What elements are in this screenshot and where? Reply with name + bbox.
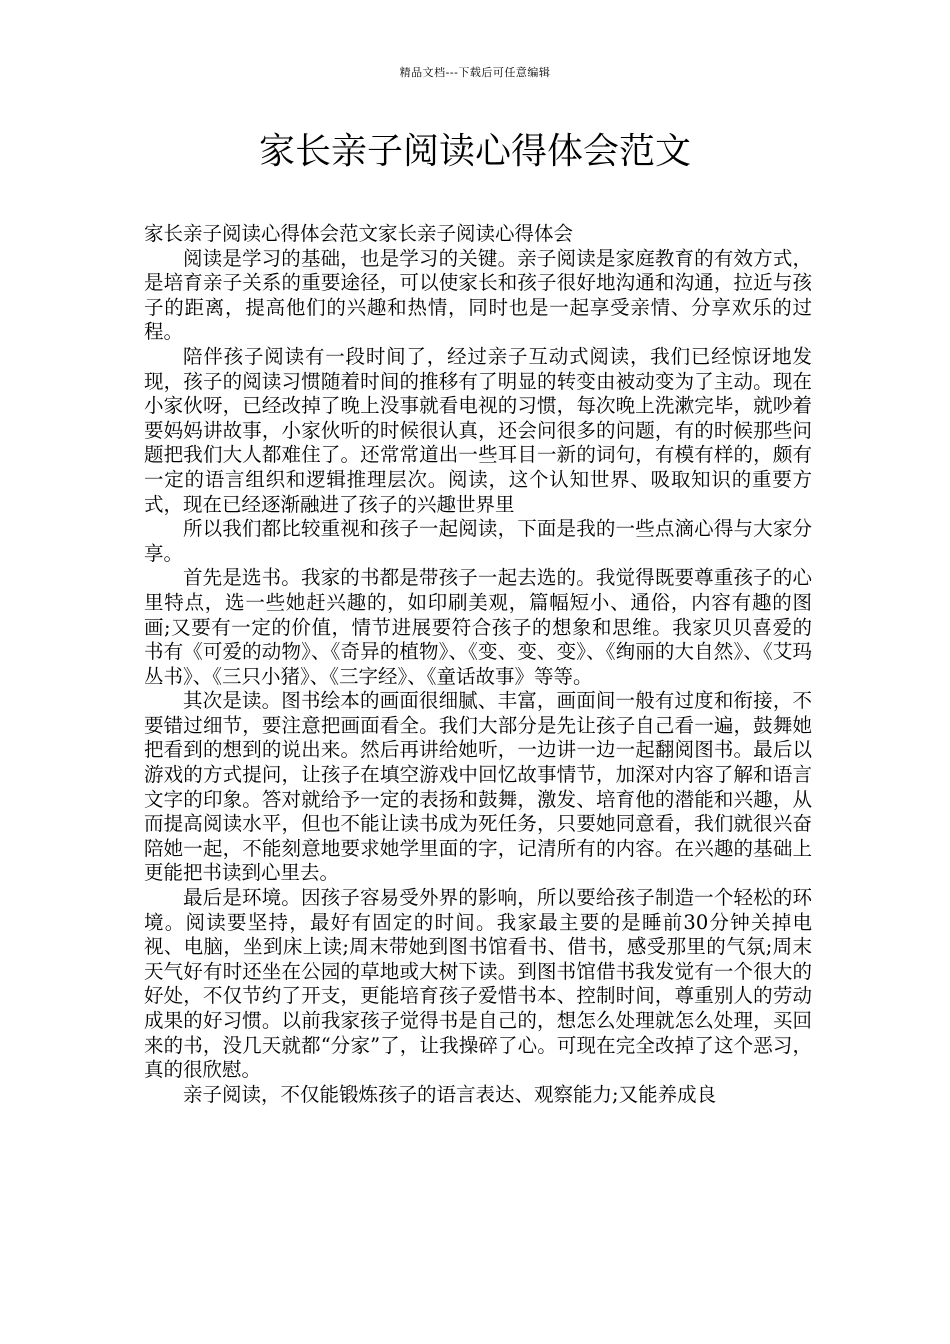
- body-paragraph-subtitle: 家长亲子阅读心得体会范文家长亲子阅读心得体会: [144, 222, 574, 245]
- body-paragraph: 最后是环境。因孩子容易受外界的影响，所以要给孩子制造一个轻松的环境。阅读要坚持，最好有固定的时间。我家最主要的是睡前30分钟关掉电视、电脑，坐到床上读;周末带她到图书馆看书、借书，感受那里的气氛;周末天气好有时还坐在公园的草地或大树下读。到图书馆借书我发觉有一个很大的好处，不仅节约了开支，更能培育孩子爱惜书本、控制时间，尊重别人的劳动成果的好习惯。以前我家孩子觉得书是自己的，想怎么处理就怎么处理，买回来的书，没几天就都“分家”了，让我操碎了心。可现在完全改掉了这个恶习，真的很欣慰。: [144, 886, 812, 1082]
- document-title: 家长亲子阅读心得体会范文: [258, 131, 691, 172]
- body-paragraph: 阅读是学习的基础，也是学习的关键。亲子阅读是家庭教育的有效方式，是培育亲子关系的重要途径，可以使家长和孩子很好地沟通和沟通，拉近与孩子的距离，提高他们的兴趣和热情，同时也是一起享受亲情、分享欢乐的过程。: [144, 246, 812, 344]
- body-paragraph: 陪伴孩子阅读有一段时间了，经过亲子互动式阅读，我们已经惊讶地发现，孩子的阅读习惯随着时间的推移有了明显的转变由被动变为了主动。现在小家伙呀，已经改掉了晚上没事就看电视的习惯，每次晚上洗漱完毕，就吵着要妈妈讲故事，小家伙听的时候很认真，还会问很多的问题，有的时候那些问题把我们大人都难住了。还常常道出一些耳目一新的词句，有模有样的，颇有一定的语言组织和逻辑推理层次。阅读，这个认知世界、吸取知识的重要方式，现在已经逐渐融进了孩子的兴趣世界里: [144, 344, 812, 516]
- body-paragraph: 亲子阅读，不仅能锻炼孩子的语言表达、观察能力;又能养成良: [183, 1082, 717, 1106]
- document-body: [144, 222, 812, 1107]
- body-paragraph: 其次是读。图书绘本的画面很细腻、丰富，画面间一般有过度和衔接，不要错过细节，要注意把画面看全。我们大部分是先让孩子自己看一遍，鼓舞她把看到的想到的说出来。然后再讲给她听，一边讲一边一起翻阅图书。最后以游戏的方式提问，让孩子在填空游戏中回忆故事情节，加深对内容了解和语言文字的印象。答对就给予一定的表扬和鼓舞，激发、培育他的潜能和兴趣，从而提高阅读水平，但也不能让读书成为死任务，只要她同意看，我们就很兴奋陪她一起，不能刻意地要求她学里面的字，记清所有的内容。在兴趣的基础上更能把书读到心里去。: [144, 689, 812, 885]
- header-note: 精品文档---下载后可任意编辑: [399, 66, 551, 79]
- body-paragraph: 所以我们都比较重视和孩子一起阅读，下面是我的一些点滴心得与大家分享。: [144, 517, 812, 565]
- body-paragraph: 首先是选书。我家的书都是带孩子一起去选的。我觉得既要尊重孩子的心里特点，选一些她赶兴趣的，如印刷美观，篇幅短小、通俗，内容有趣的图画;又要有一定的价值，情节进展要符合孩子的想象和思维。我家贝贝喜爱的书有《可爱的动物》、《奇异的植物》、《变、变、变》、《绚丽的大自然》、《艾玛丛书》、《三只小猪》、《三字经》、《童话故事》等等。: [144, 566, 812, 688]
